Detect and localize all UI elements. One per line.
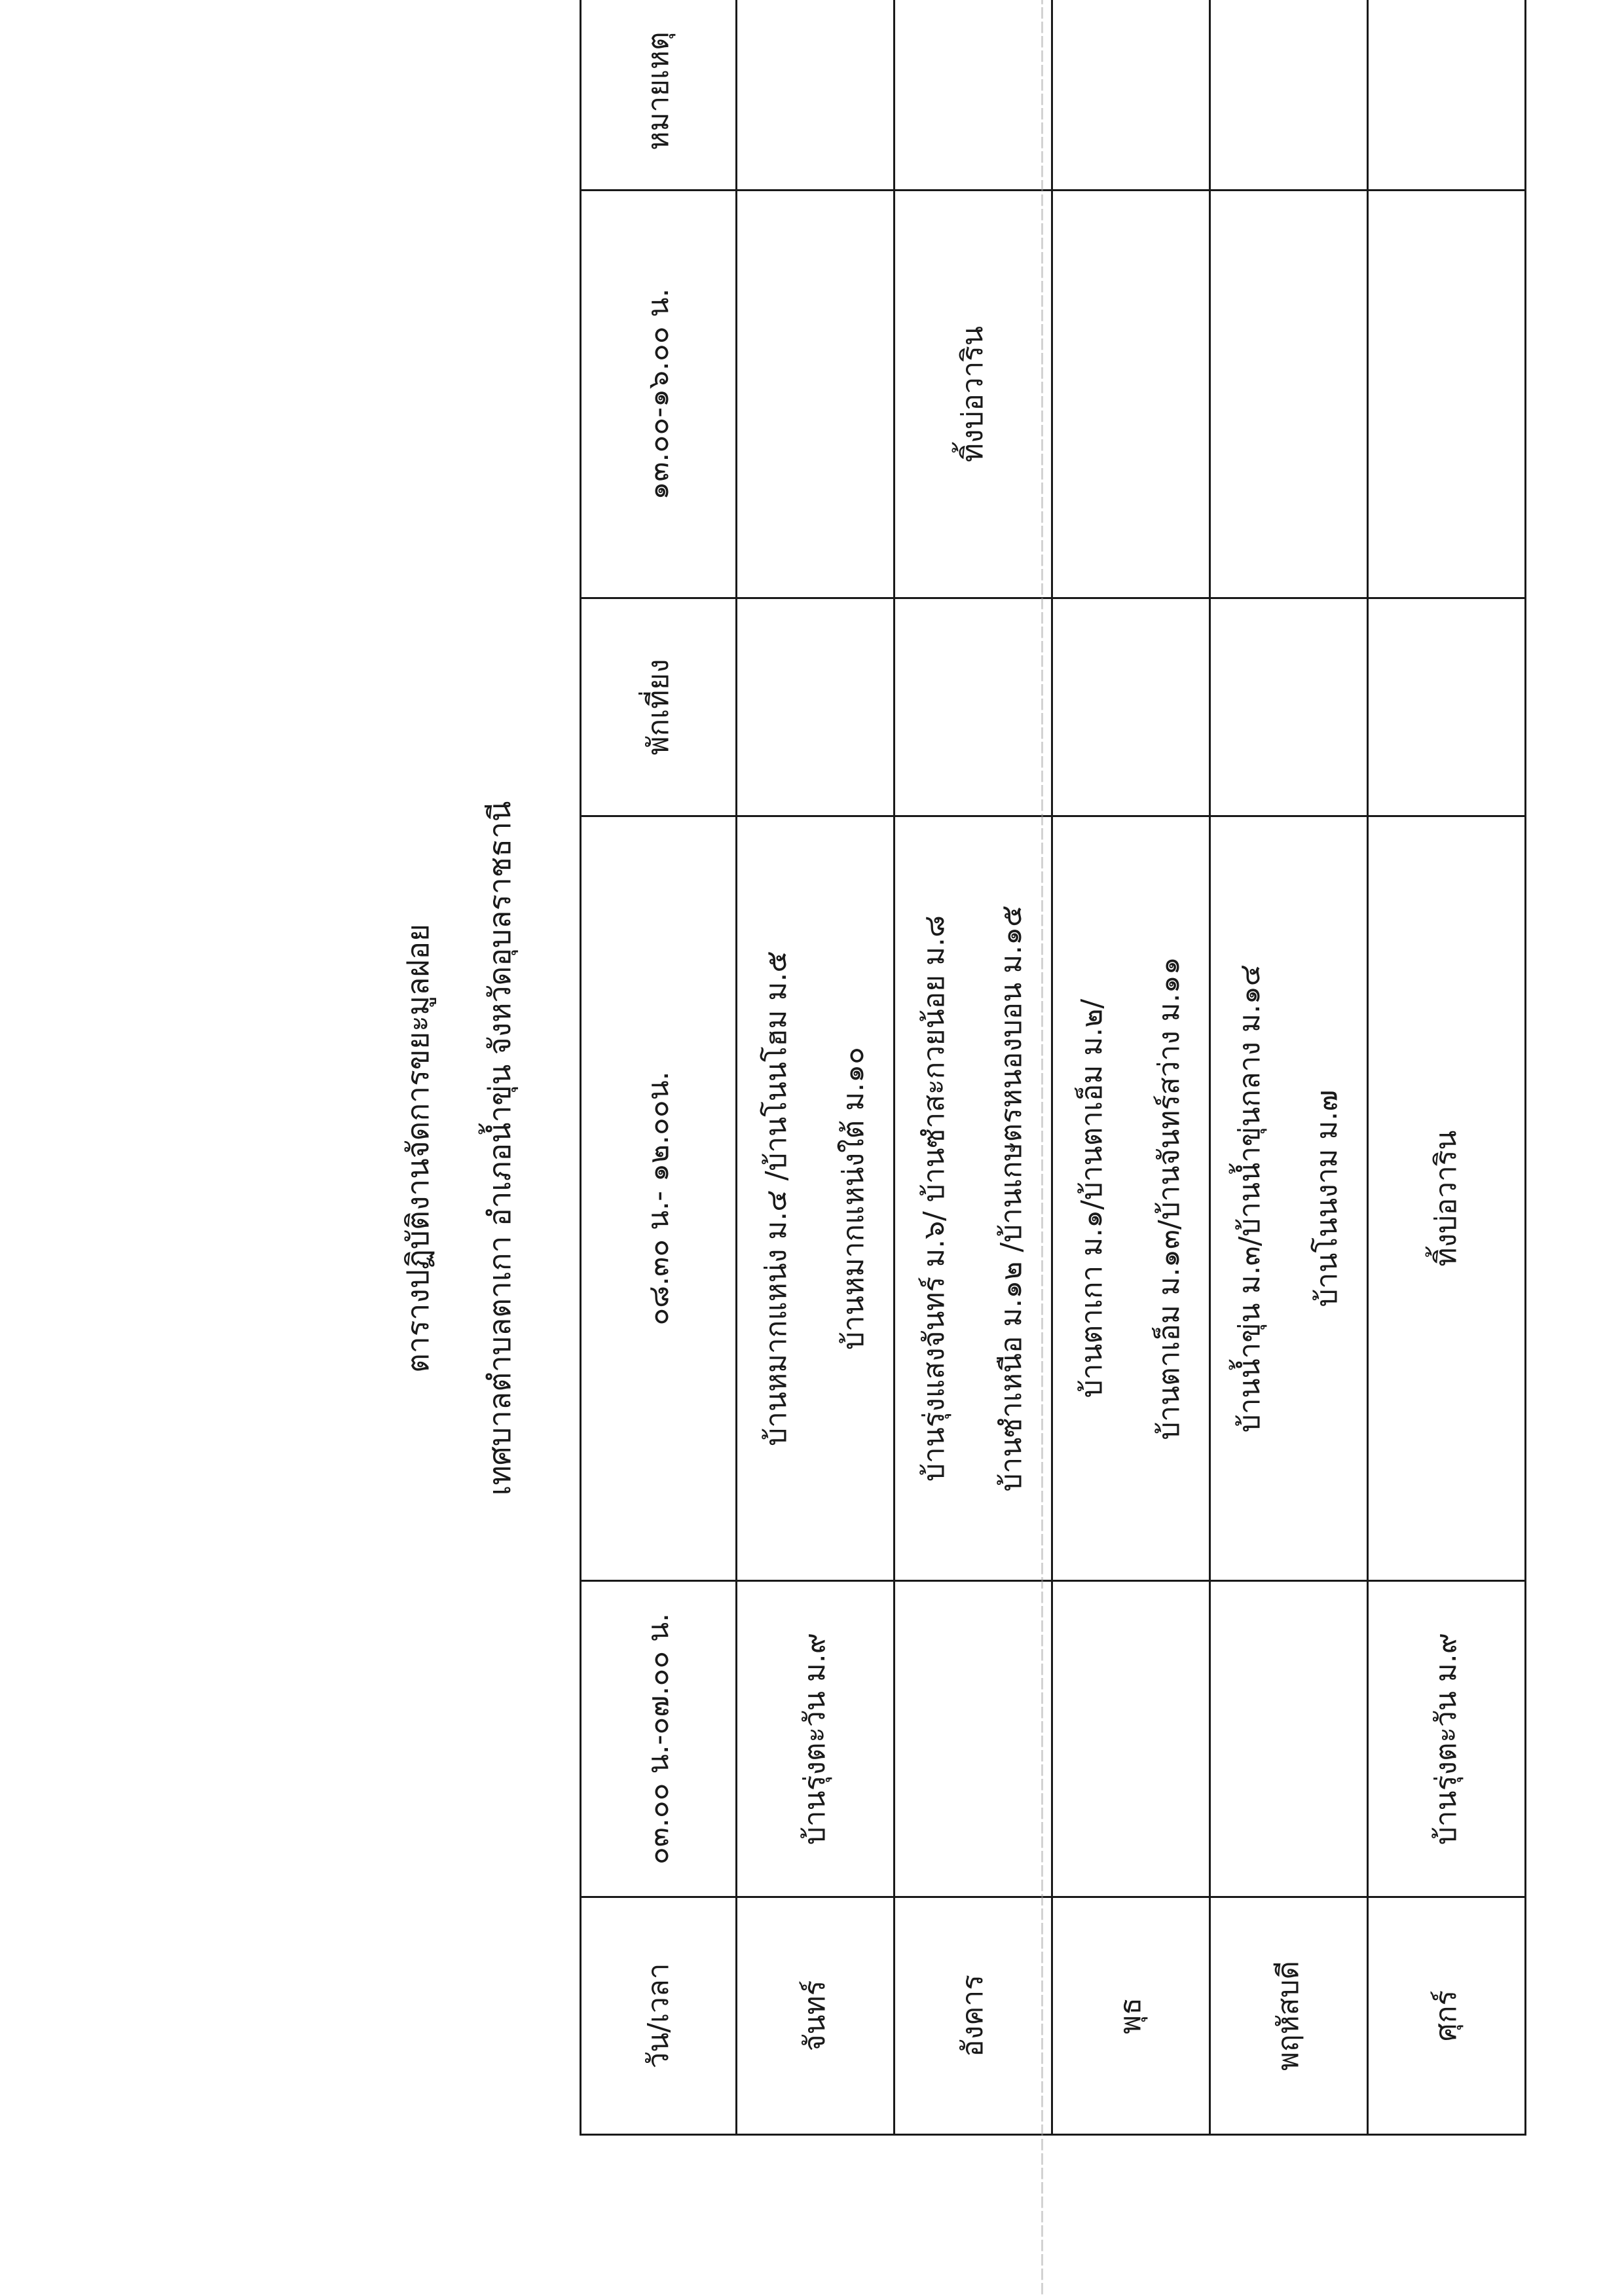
table-row [1052, 0, 1210, 2135]
lunch-cell [1052, 598, 1210, 816]
afternoon-cell [1052, 191, 1210, 598]
afternoon-cell [737, 191, 895, 598]
morning-cell [895, 816, 1052, 1581]
morning-line: ทิ้งบ่อวาริน [1430, 1130, 1463, 1267]
header-morning-shift: ๐๘.๓๐ น.- ๑๒.๐๐น. [581, 816, 737, 1581]
document-title: ตารางปฏิบัติงานจัดการขยะมูลฝอย [400, 924, 435, 1373]
table-row [1210, 0, 1368, 2135]
morning-line: บ้านรุ่งแสงจันทร์ ม.๖/ บ้านซำสะกวยน้อย ม.๘ [917, 915, 951, 1482]
day-cell: พฤหัสบดี [1210, 1897, 1368, 2135]
table-row [737, 0, 895, 2135]
header-remarks: หมายเหตุ [581, 0, 737, 191]
afternoon-cell: ทิ้งบ่อวาริน [895, 191, 1052, 598]
morning-line: บ้านตาเกา ม.๑/บ้านตาเอ็ม ม.๒/ [1075, 998, 1109, 1398]
day-cell: พุธ [1052, 1897, 1210, 2135]
early-cell [895, 1581, 1052, 1897]
morning-line: บ้านโนนงาม ม.๗ [1310, 1089, 1344, 1307]
day-cell: อังคาร [895, 1897, 1052, 2135]
morning-line: บ้านหมากแหน่งใต้ ม.๑๐ [837, 1047, 870, 1350]
morning-line: บ้านน้ำขุ่น ม.๓/บ้านน้ำขุ่นกลาง ม.๑๔ [1233, 964, 1266, 1433]
early-cell [1052, 1581, 1210, 1897]
day-cell: จันทร์ [737, 1897, 895, 2135]
document-subtitle: เทศบาลตำบลตาเกา อำเภอน้ำขุ่น จังหวัดอุบลราชธานี [482, 801, 517, 1496]
early-cell: บ้านรุ่งตะวัน ม.๙ [737, 1581, 895, 1897]
morning-cell [737, 816, 895, 1581]
lunch-cell [737, 598, 895, 816]
early-cell: บ้านรุ่งตะวัน ม.๙ [1368, 1581, 1526, 1897]
lunch-cell [895, 598, 1052, 816]
afternoon-cell [1210, 191, 1368, 598]
day-cell: ศุกร์ [1368, 1897, 1526, 2135]
afternoon-cell [1368, 191, 1526, 598]
table-row [895, 0, 1052, 2135]
lunch-cell [1368, 598, 1526, 816]
note-cell [1368, 0, 1526, 191]
note-cell [737, 0, 895, 191]
lunch-cell [1210, 598, 1368, 816]
morning-cell [1052, 816, 1210, 1581]
early-cell [1210, 1581, 1368, 1897]
header-early-shift: ๐๓.๐๐ น.-๐๗.๐๐ น. [581, 1581, 737, 1897]
table-header-row [581, 0, 737, 2135]
morning-line: บ้านตาเอ็ม ม.๑๓/บ้านจันทร์สว่าง ม.๑๑ [1153, 957, 1186, 1440]
note-cell [1210, 0, 1368, 191]
morning-line: บ้านหมากแหน่ง ม.๔ /บ้านโนนโฮม ม.๕ [760, 951, 793, 1446]
note-cell [895, 0, 1052, 191]
header-day-time: วัน/เวลา [581, 1897, 737, 2135]
header-lunch-break: พักเที่ยง [581, 598, 737, 816]
morning-cell [1368, 816, 1526, 1581]
document-page [157, 31, 1467, 2196]
table-row [1368, 0, 1526, 2135]
note-cell [1052, 0, 1210, 191]
scan-fold-line [1041, 0, 1043, 2296]
schedule-table [580, 0, 1526, 2136]
morning-cell [1210, 816, 1368, 1581]
header-afternoon-shift: ๑๓.๐๐-๑๖.๐๐ น. [581, 191, 737, 598]
morning-line: บ้านซำเหนือ ม.๑๒ /บ้านเกษตรหนองบอน ม.๑๕ [995, 905, 1028, 1492]
